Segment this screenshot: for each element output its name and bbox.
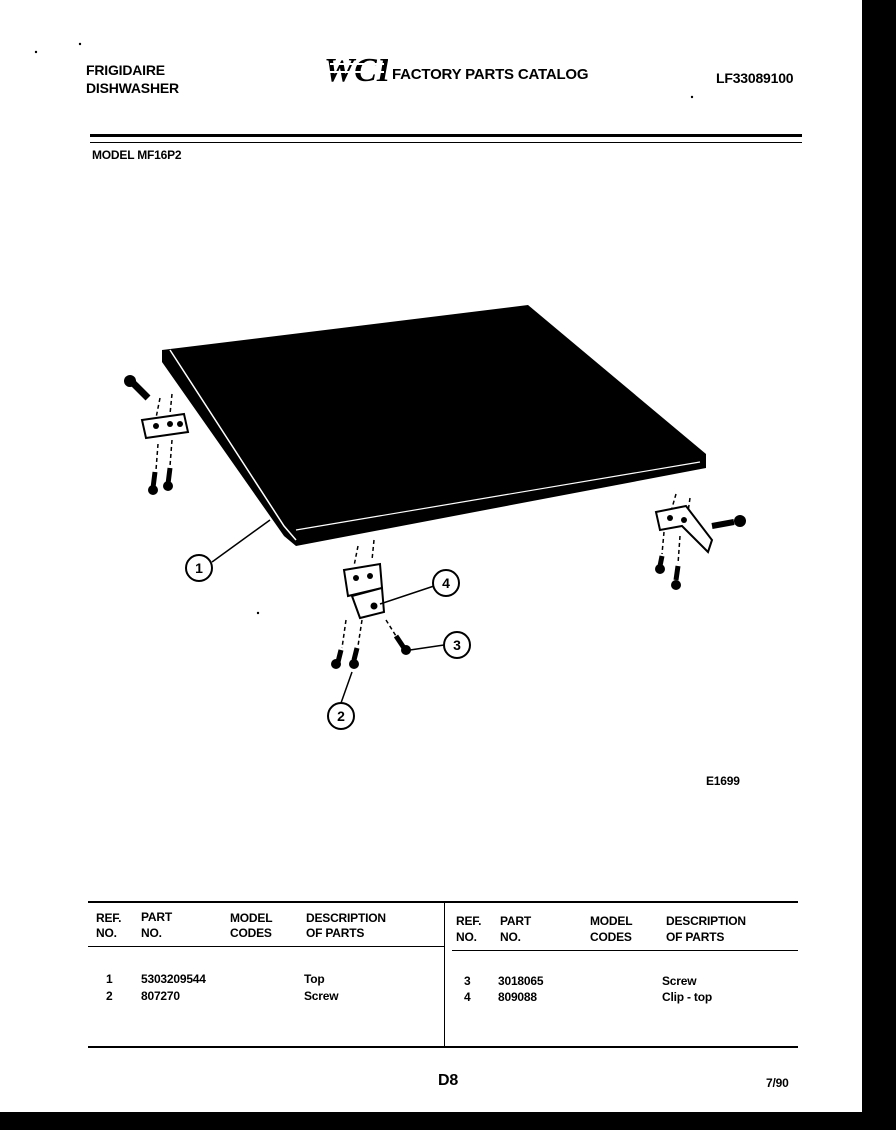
callout-1: [186, 555, 212, 581]
table-divider: [444, 901, 445, 1047]
logo-text: WCI: [326, 52, 388, 86]
row-3-ref: 3: [464, 974, 471, 988]
hdr-ref-2-right: NO.: [456, 930, 477, 944]
hdr-codes-1-right: MODEL: [590, 914, 633, 928]
table-header-rule-right: [452, 950, 798, 951]
brand-name: FRIGIDAIRE: [86, 62, 165, 78]
hdr-part-2: NO.: [141, 926, 162, 940]
row-1-ref: 1: [106, 972, 113, 986]
dishwasher-top-panel: [162, 305, 706, 546]
table-header-rule-left: [88, 946, 444, 947]
hdr-ref-1: REF.: [96, 911, 122, 925]
hdr-desc-2-right: OF PARTS: [666, 930, 725, 944]
hdr-desc-1-right: DESCRIPTION: [666, 914, 746, 928]
table-bottom-rule: [88, 1046, 798, 1048]
hdr-part-2-right: NO.: [500, 930, 521, 944]
hdr-codes-2-right: CODES: [590, 930, 632, 944]
row-4-desc: Clip - top: [662, 990, 712, 1004]
right-bracket-assembly: [655, 494, 746, 590]
hdr-part-1: PART: [141, 910, 172, 924]
row-1-part: 5303209544: [141, 972, 206, 986]
callout-3: [444, 632, 470, 658]
center-clip-assembly: [331, 540, 411, 669]
hdr-ref-1-right: REF.: [456, 914, 482, 928]
svg-text:3: 3: [453, 637, 461, 653]
row-2-ref: 2: [106, 989, 113, 1003]
left-bracket-assembly: [124, 375, 188, 495]
callout-2: [328, 703, 354, 729]
svg-text:1: 1: [195, 560, 203, 576]
page-code: D8: [438, 1072, 459, 1089]
svg-text:2: 2: [337, 708, 345, 724]
hdr-desc-2: OF PARTS: [306, 926, 365, 940]
row-3-desc: Screw: [662, 974, 697, 988]
hdr-ref-2: NO.: [96, 926, 117, 940]
figure-code: E1699: [706, 774, 740, 788]
hdr-part-1-right: PART: [500, 914, 531, 928]
row-4-part: 809088: [498, 990, 537, 1004]
product-type: DISHWASHER: [86, 80, 179, 96]
model-label: MODEL MF16P2: [92, 148, 182, 162]
hdr-codes-1: MODEL: [230, 911, 273, 925]
row-2-part: 807270: [141, 989, 180, 1003]
row-1-desc: Top: [304, 972, 325, 986]
revision-date: 7/90: [766, 1076, 789, 1090]
callout-4: [433, 570, 459, 596]
hdr-codes-2: CODES: [230, 926, 272, 940]
catalog-number: LF33089100: [716, 70, 794, 86]
svg-text:4: 4: [442, 575, 450, 591]
row-2-desc: Screw: [304, 989, 339, 1003]
row-3-part: 3018065: [498, 974, 544, 988]
hdr-desc-1: DESCRIPTION: [306, 911, 386, 925]
row-4-ref: 4: [464, 990, 471, 1004]
table-top-rule: [88, 901, 798, 903]
catalog-title: FACTORY PARTS CATALOG: [392, 66, 589, 83]
